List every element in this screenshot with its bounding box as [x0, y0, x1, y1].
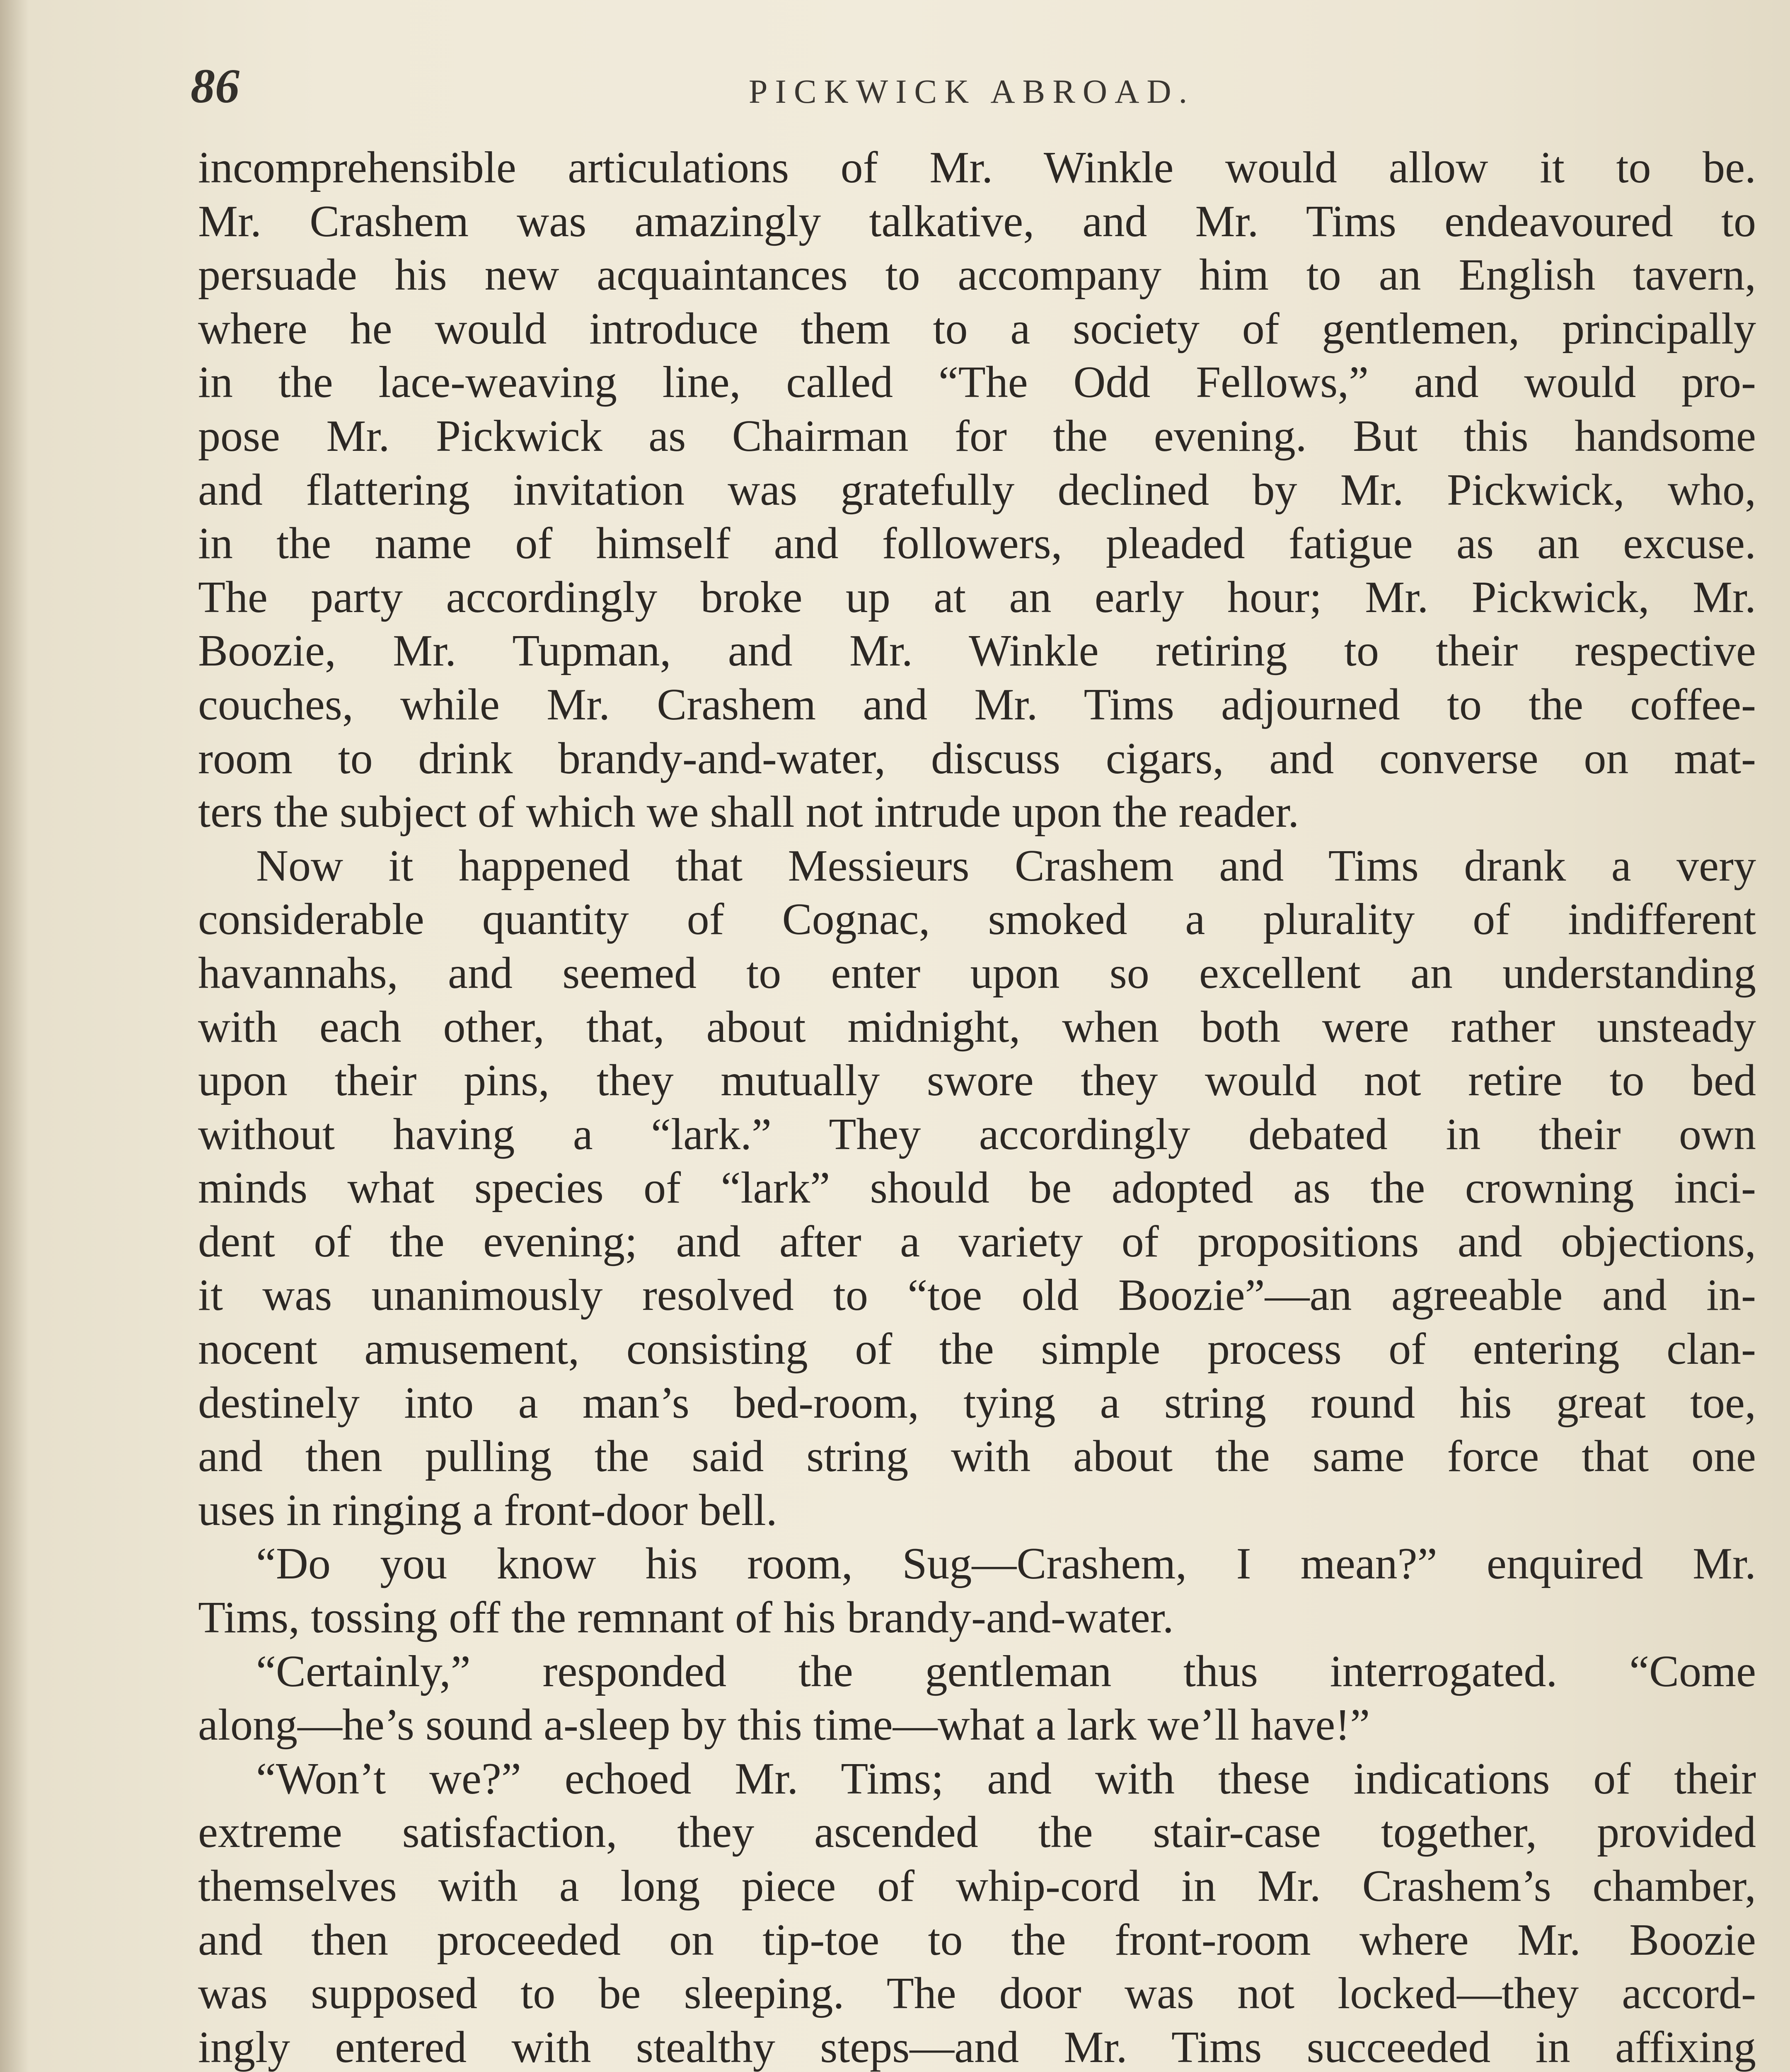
text-line: themselves with a long piece of whip-cord in Mr. Crashem’s chamber,: [198, 1861, 1756, 1911]
body-text: [198, 141, 1756, 2072]
text-line: Boozie, Mr. Tupman, and Mr. Winkle retiring to their respective: [198, 626, 1756, 676]
binding-shadow: [0, 0, 29, 2072]
text-line: in the name of himself and followers, pleaded fatigue as an excuse.: [198, 519, 1756, 569]
text-line: where he would introduce them to a society of gentlemen, principally: [198, 304, 1756, 353]
text-line: with each other, that, about midnight, when both were rather unsteady: [198, 1002, 1756, 1052]
text-line: considerable quantity of Cognac, smoked a plurality of indifferent: [198, 895, 1756, 944]
text-line: minds what species of “lark” should be adopted as the crowning inci-: [198, 1163, 1756, 1213]
page-header: [191, 50, 1753, 120]
text-line: Mr. Crashem was amazingly talkative, and Mr. Tims endeavoured to: [198, 196, 1756, 246]
text-line: Now it happened that Messieurs Crashem and Tims drank a very: [256, 841, 1756, 891]
text-line: room to drink brandy-and-water, discuss cigars, and converse on mat-: [198, 733, 1756, 783]
text-line: and then proceeded on tip-toe to the front-room where Mr. Boozie: [198, 1915, 1756, 1965]
running-head: PICKWICK ABROAD.: [748, 73, 1195, 110]
text-line: couches, while Mr. Crashem and Mr. Tims adjourned to the coffee-: [198, 680, 1756, 729]
page-number: 86: [191, 59, 239, 113]
text-line: persuade his new acquaintances to accompany him to an English tavern,: [198, 250, 1756, 300]
text-line: “Certainly,” responded the gentleman thus interrogated. “Come: [256, 1646, 1756, 1696]
text-line: ingly entered with stealthy steps—and Mr. Tims succeeded in affixing: [198, 2022, 1756, 2072]
text-line: in the lace-weaving line, called “The Odd Fellows,” and would pro-: [198, 358, 1756, 407]
text-line: havannahs, and seemed to enter upon so excellent an understanding: [198, 948, 1756, 998]
text-line: dent of the evening; and after a variety of propositions and objections,: [198, 1217, 1756, 1266]
text-line: pose Mr. Pickwick as Chairman for the evening. But this handsome: [198, 411, 1756, 461]
text-line: it was unanimously resolved to “toe old Boozie”—an agreeable and in-: [198, 1271, 1756, 1320]
text-line: incomprehensible articulations of Mr. Winkle would allow it to be.: [198, 143, 1756, 192]
text-line: and flattering invitation was gratefully declined by Mr. Pickwick, who,: [198, 465, 1756, 515]
text-line: upon their pins, they mutually swore they would not retire to bed: [198, 1056, 1756, 1106]
text-line: The party accordingly broke up at an early hour; Mr. Pickwick, Mr.: [198, 572, 1756, 622]
text-line: and then pulling the said string with about the same force that one: [198, 1432, 1756, 1481]
text-line: “Do you know his room, Sug—Crashem, I mean?” enquired Mr.: [256, 1539, 1756, 1589]
text-line: ters the subject of which we shall not intrude upon the reader.: [198, 787, 1299, 837]
text-line: “Won’t we?” echoed Mr. Tims; and with these indications of their: [256, 1754, 1756, 1803]
text-line: uses in ringing a front-door bell.: [198, 1485, 777, 1535]
text-line: was supposed to be sleeping. The door was not locked—they accord-: [198, 1969, 1756, 2019]
text-line: destinely into a man’s bed-room, tying a string round his great toe,: [198, 1378, 1756, 1428]
text-line: extreme satisfaction, they ascended the stair-case together, provided: [198, 1808, 1756, 1857]
text-line: Tims, tossing off the remnant of his brandy-and-water.: [198, 1593, 1174, 1643]
text-line: nocent amusement, consisting of the simple process of entering clan-: [198, 1324, 1756, 1374]
text-line: without having a “lark.” They accordingly debated in their own: [198, 1109, 1756, 1159]
text-line: along—he’s sound a-sleep by this time—what a lark we’ll have!”: [198, 1700, 1370, 1750]
